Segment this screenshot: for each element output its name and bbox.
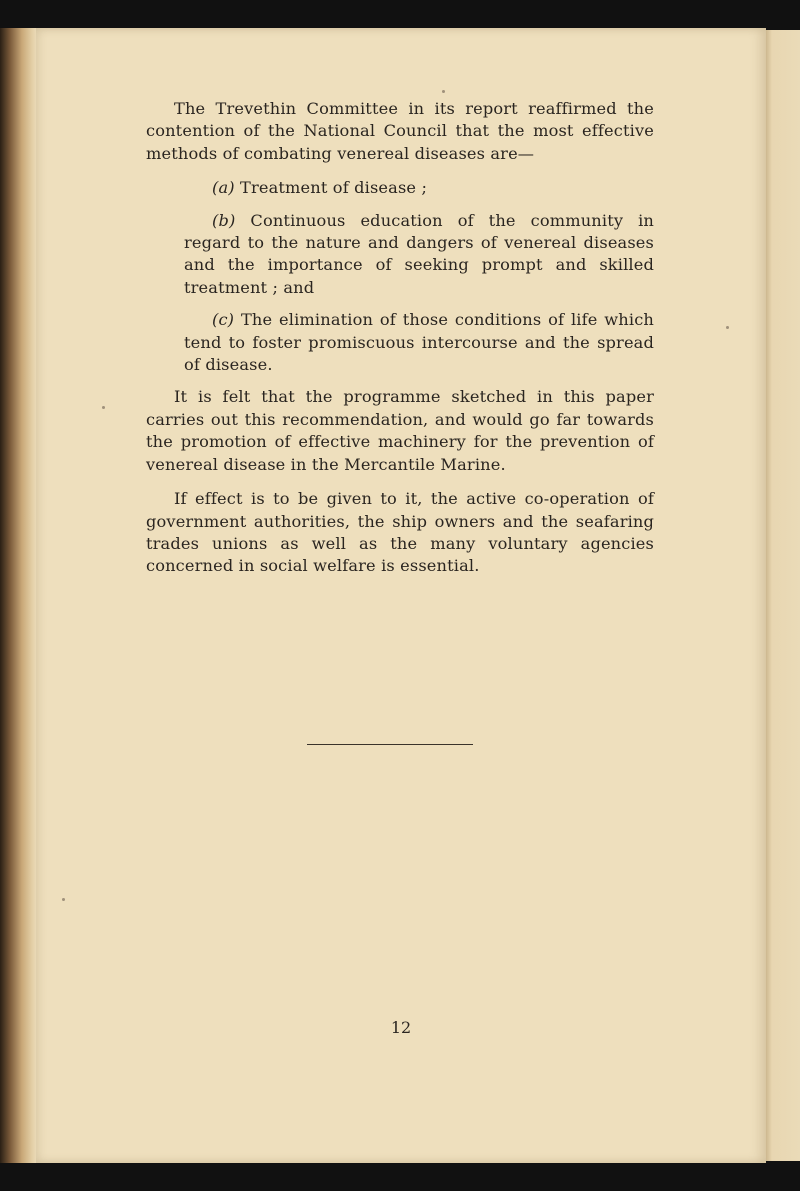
list-item-a-label: (a) [212,178,235,198]
list-item-a [184,177,654,199]
list-item-b-text: Continuous education of the community in regard to the nature and dangers of venereal diseases and the importance of seeking prompt and skilled treatment ; and [184,210,655,297]
paper-speck [62,898,65,901]
list-item-b [184,210,654,300]
list-item-c-text: The elimination of those conditions of life which tend to foster promiscuous intercourse and the spread of disease. [184,310,654,375]
recommendation-paragraph: It is felt that the programme sketched in this paper carries out this recommendation, and would go far towards the promotion of effective machinery for the prevention of venereal disease in the Mercantile Marine. [146,387,654,474]
book-binding [0,28,36,1163]
paper-speck [726,326,729,329]
intro-paragraph: The Trevethin Committee in its report reaffirmed the contention of the National Council that the most effective methods of combating venereal diseases are— [146,99,654,163]
section-divider [307,744,473,745]
co-operation-paragraph: If effect is to be given to it, the active co-operation of government authorities, the ship owners and the seafaring trades unions as well as the many voluntary agencies concerned in social welfare is essential. [146,489,654,576]
list-item-c [184,309,654,376]
list-item-b-label: (b) [212,210,236,230]
list-item-c-label: (c) [212,310,235,330]
paper-speck [102,406,105,409]
document-page [36,28,766,1163]
page-body [146,98,654,590]
paper-speck [442,90,445,93]
page-number: 12 [390,1018,412,1037]
next-page-edge [766,30,800,1161]
list-item-a-text: Treatment of disease ; [240,178,428,198]
